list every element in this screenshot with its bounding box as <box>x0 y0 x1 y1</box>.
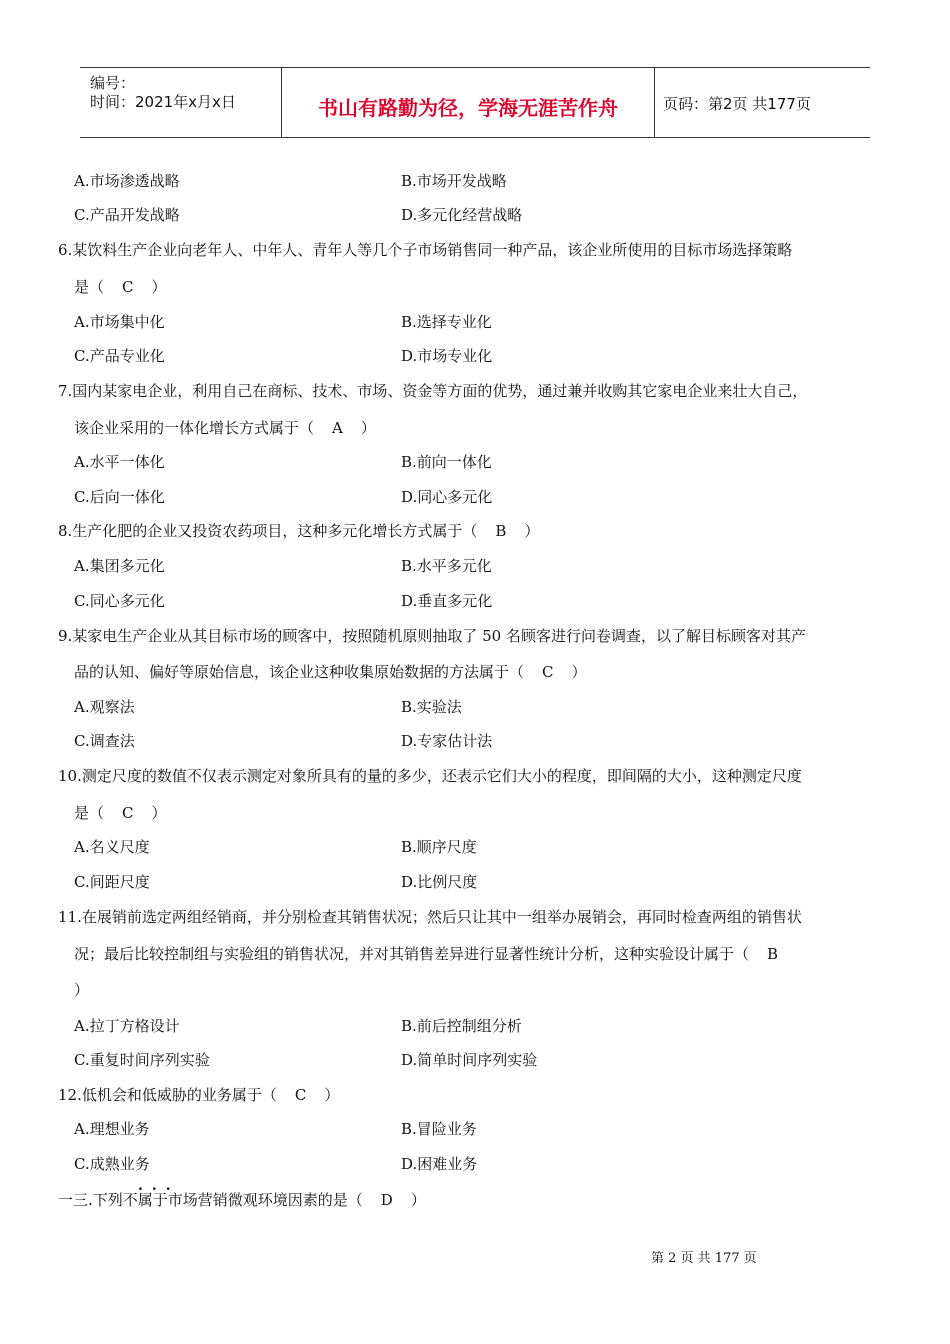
option-c: C.产品开发战略 <box>74 206 180 224</box>
question-7-stem <box>74 418 376 438</box>
question-6-stem <box>74 277 167 297</box>
page-header <box>80 67 870 138</box>
option-a: A.名义尺度 <box>74 838 150 856</box>
stem-pre: 该企业采用的一体化增长方式属于（ <box>74 419 315 437</box>
option-d: D.专家估计法 <box>401 732 493 750</box>
option-a: A.理想业务 <box>74 1120 150 1138</box>
page-label: 页码：第2页 共177页 <box>663 95 811 113</box>
option-a: A.市场渗透战略 <box>74 172 180 190</box>
option-a: A.拉丁方格设计 <box>74 1017 180 1035</box>
option-d: D.比例尺度 <box>401 873 478 891</box>
header-info-cell <box>80 68 281 137</box>
option-b: B.顺序尺度 <box>401 838 477 856</box>
motto: 书山有路勤为径，学海无涯苦作舟 <box>318 96 618 120</box>
option-c: C.后向一体化 <box>74 488 165 506</box>
option-b: B.选择专业化 <box>401 313 492 331</box>
stem-post: ） <box>410 1191 426 1209</box>
option-a: A.观察法 <box>74 698 135 716</box>
answer: C <box>122 804 134 822</box>
question-8-stem <box>58 521 539 541</box>
question-9-text: 9.某家电生产企业从其目标市场的顾客中，按照随机原则抽取了 50 名顾客进行问卷调查，以了解目标顾客对其产 <box>58 627 806 645</box>
option-b: B.实验法 <box>401 698 462 716</box>
option-c: C.重复时间序列实验 <box>74 1051 210 1069</box>
option-d: D.简单时间序列实验 <box>401 1051 538 1069</box>
option-c: C.产品专业化 <box>74 347 165 365</box>
option-d: D.市场专业化 <box>401 347 493 365</box>
option-b: B.前后控制组分析 <box>401 1017 522 1035</box>
answer: B <box>767 945 779 963</box>
option-c: C.同心多元化 <box>74 592 165 610</box>
stem-post: ） <box>571 663 587 681</box>
option-b: B.前向一体化 <box>401 453 492 471</box>
option-a: A.水平一体化 <box>74 453 165 471</box>
question-11-stem <box>74 944 796 964</box>
stem-post: ） <box>324 1086 340 1104</box>
option-a: A.集团多元化 <box>74 557 165 575</box>
option-c: C.间距尺度 <box>74 873 150 891</box>
question-7-text: 7.国内某家电企业，利用自己在商标、技术、市场、资金等方面的优势，通过兼并收购其它家电企业来壮大自己， <box>58 382 808 400</box>
option-b: B.市场开发战略 <box>401 172 507 190</box>
question-6-text: 6.某饮料生产企业向老年人、中年人、青年人等几个子市场销售同一种产品，该企业所使用的目标市场选择策略 <box>58 241 793 259</box>
stem-post: ） <box>151 278 167 296</box>
question-10-text: 10.测定尺度的数值不仅表示测定对象所具有的量的多少，还表示它们大小的程度，即间隔的大小，这种测定尺度 <box>58 767 802 785</box>
question-12-stem <box>58 1085 339 1105</box>
answer: A <box>332 419 343 437</box>
stem-pre: 品的认知、偏好等原始信息，该企业这种收集原始数据的方法属于（ <box>74 663 525 681</box>
option-d: D.多元化经营战略 <box>401 206 523 224</box>
stem-pre: 是（ <box>74 278 105 296</box>
number-label: 编号： <box>90 74 136 92</box>
stem-pre: 12.低机会和低威胁的业务属于（ <box>58 1086 277 1104</box>
option-b: B.水平多元化 <box>401 557 492 575</box>
stem-pre: 8.生产化肥的企业又投资农药项目，这种多元化增长方式属于（ <box>58 522 478 540</box>
answer: C <box>122 278 134 296</box>
question-11-text: 11.在展销前选定两组经销商，并分别检查其销售状况；然后只让其中一组举办展销会，再同时检查两组的销售状 <box>58 908 802 926</box>
answer: B <box>495 522 507 540</box>
stem-post: ） <box>151 804 167 822</box>
stem-pre: 一三.下列不属于市场营销微观环境因素的是（ <box>58 1191 363 1209</box>
date-label: 时间：2021年x月x日 <box>90 93 236 111</box>
answer: C <box>542 663 554 681</box>
emphasis-dots: ... <box>138 1178 180 1194</box>
answer: C <box>294 1086 307 1104</box>
question-9-stem <box>74 662 587 682</box>
header-motto-cell <box>281 68 655 137</box>
question-11-close: ） <box>74 981 90 999</box>
option-c: C.成熟业务 <box>74 1155 150 1173</box>
stem-post: ） <box>360 419 376 437</box>
option-a: A.市场集中化 <box>74 313 165 331</box>
question-13-stem <box>58 1190 426 1210</box>
option-d: D.垂直多元化 <box>401 592 493 610</box>
option-d: D.困难业务 <box>401 1155 478 1173</box>
question-10-stem <box>74 803 167 823</box>
option-d: D.同心多元化 <box>401 488 493 506</box>
stem-pre: 是（ <box>74 804 105 822</box>
header-page-cell <box>654 68 870 137</box>
page-footer: 第 2 页 共 177 页 <box>651 1251 757 1266</box>
stem-pre: 况；最后比较控制组与实验组的销售状况，并对其销售差异进行显著性统计分析，这种实验设计属于（ <box>74 945 750 963</box>
answer: D <box>380 1191 393 1209</box>
stem-post: ） <box>524 522 540 540</box>
option-b: B.冒险业务 <box>401 1120 477 1138</box>
option-c: C.调查法 <box>74 732 135 750</box>
